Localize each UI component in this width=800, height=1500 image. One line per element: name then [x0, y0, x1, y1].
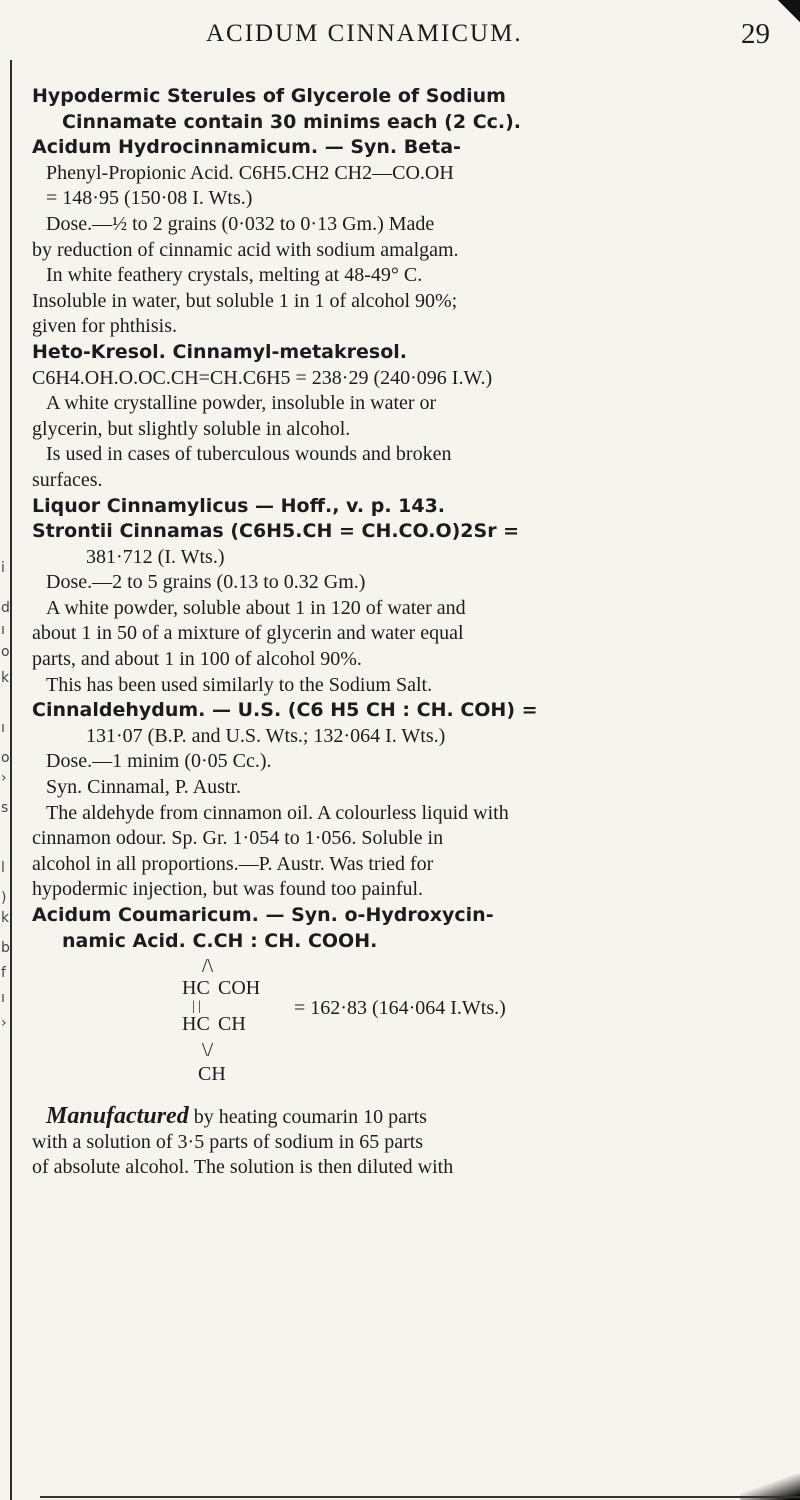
page-header	[0, 16, 800, 56]
text-line: Strontii Cinnamas (C6H5.CH = CH.CO.O)2Sr =	[32, 520, 520, 543]
text-line: hypodermic injection, but was found too painful.	[32, 878, 424, 901]
text-line: Insoluble in water, but soluble 1 in 1 of alcohol 90%;	[32, 289, 458, 312]
formula-bottom: CH	[198, 1063, 226, 1086]
text-line: The aldehyde from cinnamon oil. A colourless liquid with	[46, 801, 509, 824]
text-line: Dose.—2 to 5 grains (0.13 to 0.32 Gm.)	[46, 571, 366, 594]
tail-text-lines	[32, 1104, 784, 1181]
formula-apex: /\	[202, 955, 214, 978]
text-line: 131·07 (B.P. and U.S. Wts.; 132·064 I. Wts.)	[86, 724, 446, 747]
text-line: Is used in cases of tuberculous wounds and broken	[46, 443, 452, 466]
text-line: Phenyl-Propionic Acid. C6H5.CH2 CH2—CO.OH	[46, 161, 454, 184]
text-line: of absolute alcohol. The solution is then diluted with	[32, 1156, 454, 1179]
text-line: Dose.—½ to 2 grains (0·032 to 0·13 Gm.) Made	[46, 212, 435, 235]
text-line: C6H4.OH.O.OC.CH=CH.C6H5 = 238·29 (240·096 I.W.)	[32, 366, 493, 389]
text-line: This has been used similarly to the Sodium Salt.	[46, 673, 433, 696]
formula-bonds: | |	[192, 999, 202, 1015]
formula-row1-right: COH	[218, 977, 261, 1000]
text-lines	[32, 84, 784, 954]
text-line: Cinnamate contain 30 minims each (2 Cc.).	[62, 110, 522, 133]
text-line: given for phthisis.	[32, 315, 177, 338]
page-body	[32, 84, 784, 1181]
formula-row1-left: HC	[182, 977, 210, 1000]
text-line: Dose.—1 minim (0·05 Cc.).	[46, 750, 272, 773]
text-line: 381·712 (I. Wts.)	[86, 545, 225, 568]
text-line: Cinnaldehydum. — U.S. (C6 H5 CH : CH. COH) =	[32, 699, 538, 722]
text-line: Heto-Kresol. Cinnamyl-metakresol.	[32, 340, 407, 363]
page-bottom-edge	[40, 1496, 800, 1498]
text-line: glycerin, but slightly soluble in alcohol.	[32, 417, 351, 440]
page-number: 29	[741, 18, 770, 50]
margin-marks: i d ı o k ı o › s l ) k b f ı ›	[1, 560, 10, 1031]
text-line: Syn. Cinnamal, P. Austr.	[46, 776, 242, 799]
text-line: Acidum Hydrocinnamicum. — Syn. Beta-	[32, 136, 461, 159]
text-line: with a solution of 3·5 parts of sodium in 65 parts	[32, 1130, 424, 1153]
formula-row2-left: HC	[182, 1013, 210, 1036]
running-head: ACIDUM CINNAMICUM.	[206, 20, 523, 47]
manufactured-label: Manufactured	[46, 1104, 189, 1130]
text-line: = 148·95 (150·08 I. Wts.)	[46, 187, 253, 210]
line-text: by heating coumarin 10 parts	[188, 1106, 427, 1129]
text-line: Liquor Cinnamylicus — Hoff., v. p. 143.	[32, 494, 446, 517]
text-line: surfaces.	[32, 468, 103, 491]
formula-vee: \/	[202, 1039, 214, 1062]
text-line: alcohol in all proportions.—P. Austr. Was tried for	[32, 852, 434, 875]
formula-weight: = 162·83 (164·064 I.Wts.)	[294, 997, 506, 1020]
text-line: by reduction of cinnamic acid with sodium amalgam.	[32, 238, 459, 261]
text-line	[32, 1104, 784, 1130]
text-line: Acidum Coumaricum. — Syn. o-Hydroxycin-	[32, 904, 494, 926]
text-line: A white crystalline powder, insoluble in water or	[46, 392, 437, 415]
text-line: Hypodermic Sterules of Glycerole of Sodium	[32, 85, 506, 107]
text-line: cinnamon odour. Sp. Gr. 1·054 to 1·056. Soluble in	[32, 827, 444, 850]
text-line: In white feathery crystals, melting at 48-49° C.	[46, 264, 423, 287]
formula-row2-right: CH	[218, 1013, 246, 1036]
text-line: namic Acid. C.CH : CH. COOH.	[62, 929, 378, 952]
text-line: A white powder, soluble about 1 in 120 of water and	[46, 596, 466, 619]
text-line: about 1 in 50 of a mixture of glycerin and water equal	[32, 622, 464, 645]
text-line: parts, and about 1 in 100 of alcohol 90%.	[32, 648, 362, 671]
structural-formula	[32, 954, 784, 1104]
